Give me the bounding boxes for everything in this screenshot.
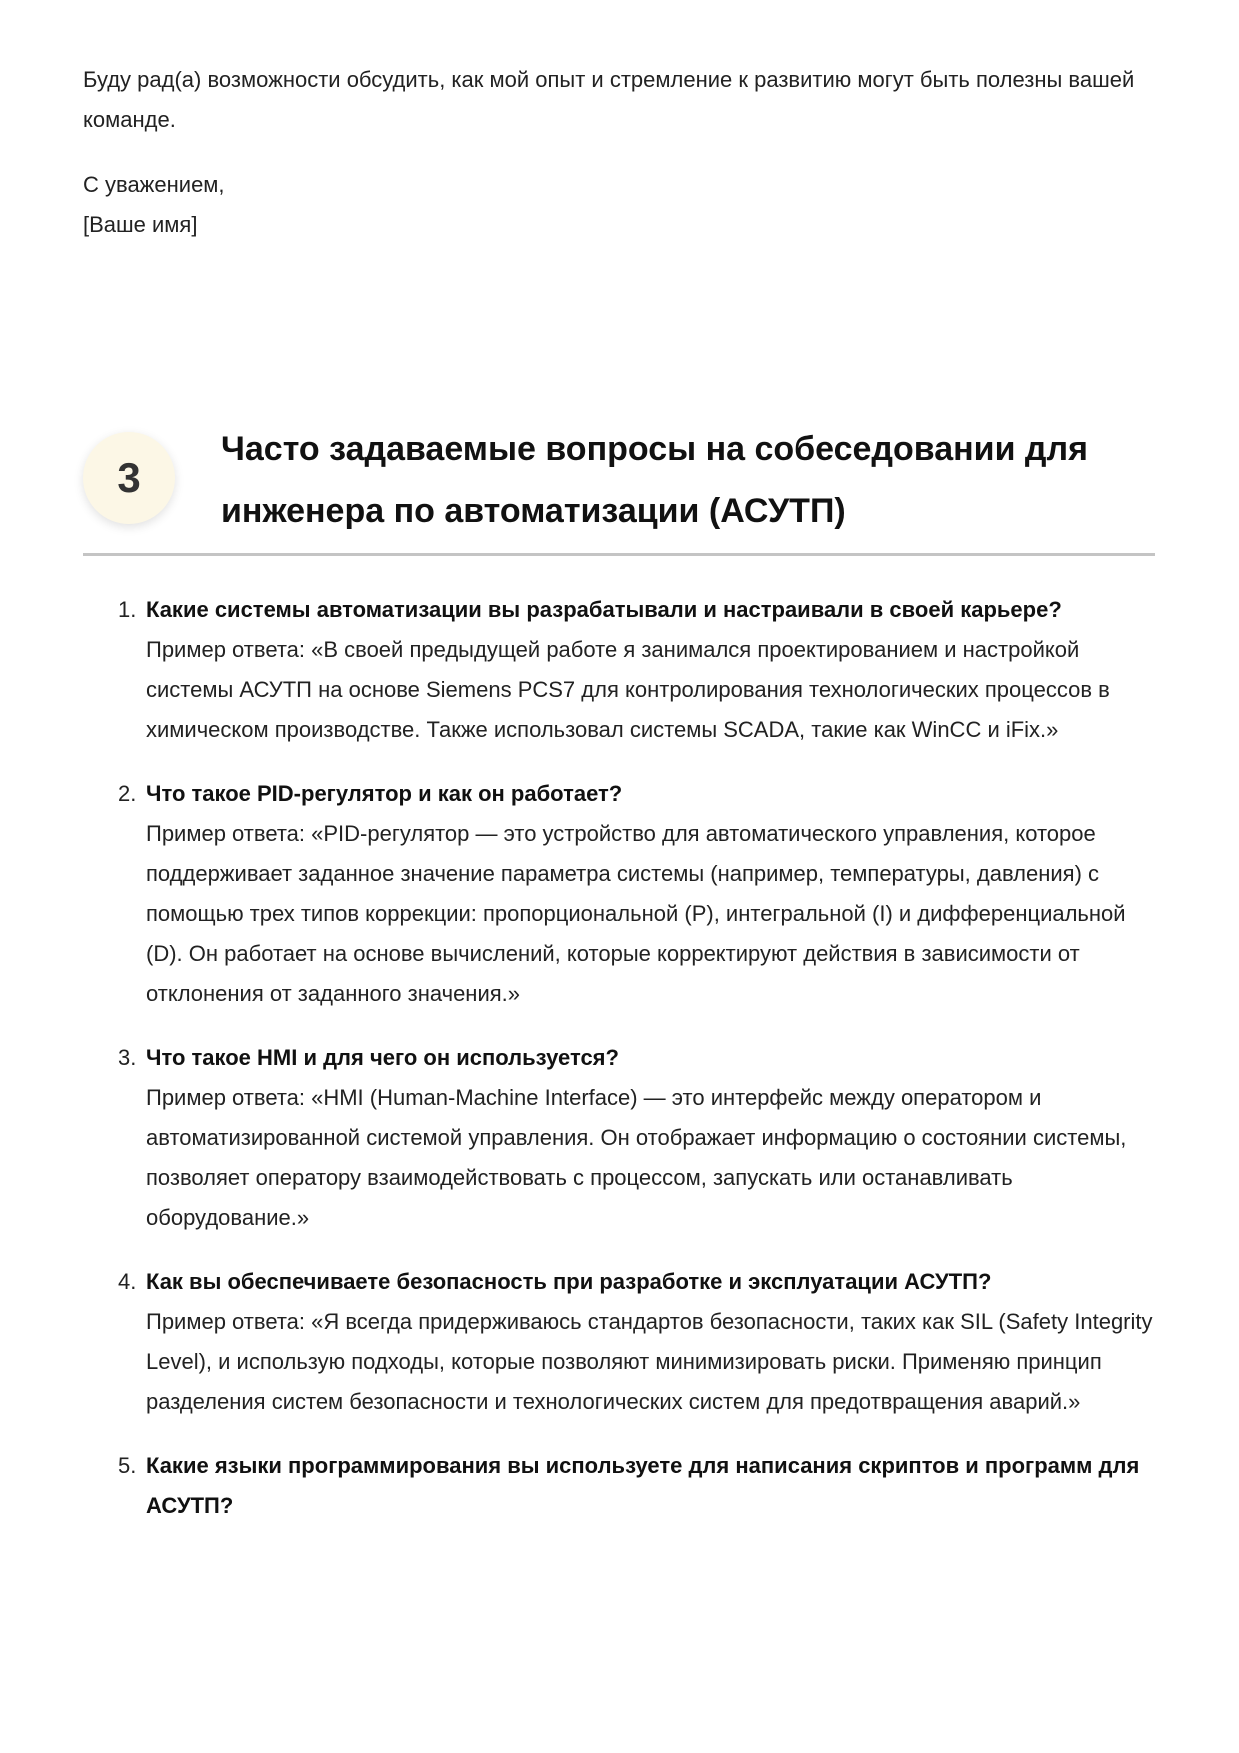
faq-number: 4.	[118, 1269, 137, 1294]
faq-number: 1.	[118, 597, 137, 622]
faq-answer: Пример ответа: «В своей предыдущей работе я занимался проектированием и настройкой системы АСУТП на основе Siemens PCS7 для контролирования технологических процессов в химическом производстве. Также использовал системы SCADA, такие как WinCC и iFix.»	[146, 637, 1110, 742]
faq-item	[118, 1446, 1156, 1526]
faq-item	[118, 774, 1156, 1014]
faq-number: 3.	[118, 1045, 137, 1070]
faq-number: 2.	[118, 781, 137, 806]
faq-question: Что такое HMI и для чего он используется?	[146, 1045, 619, 1070]
faq-question: Какие системы автоматизации вы разрабатывали и настраивали в своей карьере?	[146, 597, 1062, 622]
faq-question: Как вы обеспечиваете безопасность при разработке и эксплуатации АСУТП?	[146, 1269, 992, 1294]
section-header	[83, 418, 1155, 556]
faq-answer: Пример ответа: «HMI (Human-Machine Interface) — это интерфейс между оператором и автоматизированной системой управления. Он отображает информацию о состоянии системы, позволяет оператору взаимодействовать с процессом, запускать или останавливать оборудование.»	[146, 1085, 1127, 1230]
section-title: Часто задаваемые вопросы на собеседовании для инженера по автоматизации (АСУТП)	[221, 430, 1088, 530]
faq-answer: Пример ответа: «PID-регулятор — это устройство для автоматического управления, которое поддерживает заданное значение параметра системы (например, температуры, давления) с помощью трех типов коррекции: пропорциональной (P), интегральной (I) и дифференциальной (D). Он работает на основе вычислений, которые корректируют действия в зависимости от отклонения от заданного значения.»	[146, 821, 1126, 1006]
faq-question: Какие языки программирования вы используете для написания скриптов и программ для АСУТП?	[146, 1453, 1140, 1518]
regards-text: С уважением,	[83, 172, 225, 197]
faq-list	[118, 590, 1156, 1550]
faq-item	[118, 590, 1156, 750]
signature-block	[83, 165, 1163, 245]
faq-answer: Пример ответа: «Я всегда придерживаюсь стандартов безопасности, таких как SIL (Safety Integrity Level), и использую подходы, которые позволяют минимизировать риски. Применяю принцип разделения систем безопасности и технологических систем для предотвращения аварий.»	[146, 1309, 1153, 1414]
name-placeholder: [Ваше имя]	[83, 212, 198, 237]
section-number-badge: 3	[83, 432, 175, 524]
faq-item	[118, 1262, 1156, 1422]
closing-paragraph: Буду рад(а) возможности обсудить, как мой опыт и стремление к развитию могут быть полезны вашей команде.	[83, 67, 1135, 132]
faq-number: 5.	[118, 1453, 137, 1478]
faq-item	[118, 1038, 1156, 1238]
faq-question: Что такое PID-регулятор и как он работает?	[146, 781, 623, 806]
